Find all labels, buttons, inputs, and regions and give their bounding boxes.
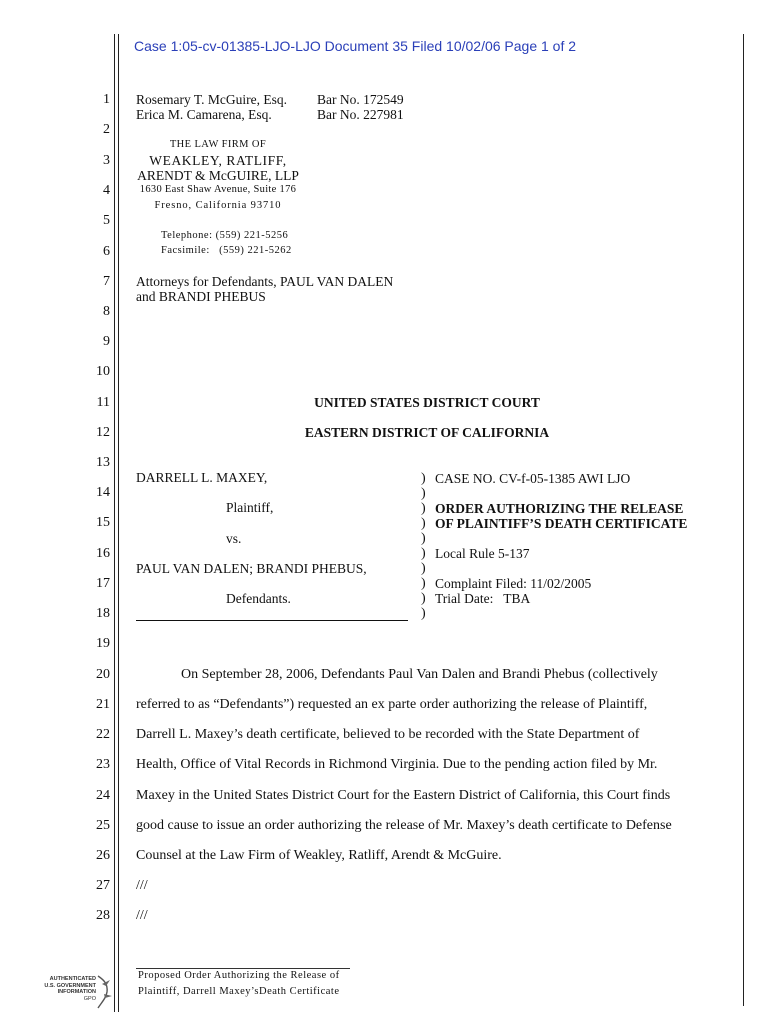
- body-line-2: referred to as “Defendants”) requested an ex parte order authorizing the release of Plaintiff,: [136, 697, 648, 712]
- firm-name-line-2: ARENDT & McGUIRE, LLP: [137, 168, 299, 183]
- order-title-line-1: ORDER AUTHORIZING THE RELEASE: [435, 501, 684, 516]
- line-number: 18: [96, 606, 110, 621]
- line-number: 14: [96, 485, 110, 500]
- body-line-5: Maxey in the United States District Court for the Eastern District of California, this Court finds: [136, 788, 671, 803]
- attorney-bar-1: Bar No. 172549: [317, 92, 404, 107]
- seal-line-1: AUTHENTICATED: [49, 976, 96, 982]
- line-number: 25: [96, 818, 110, 833]
- case-number: CASE NO. CV-f-05-1385 AWI LJO: [435, 471, 631, 486]
- versus: vs.: [226, 531, 242, 546]
- line-number: 23: [96, 757, 110, 772]
- right-margin-rule: [743, 34, 744, 1006]
- paren: ): [421, 486, 426, 501]
- paren: ): [421, 531, 426, 546]
- attorney-bar-2: Bar No. 227981: [317, 107, 404, 122]
- left-margin-rule-outer: [114, 34, 115, 1012]
- body-line-3: Darrell L. Maxey’s death certificate, believed to be recorded with the State Department of: [136, 727, 640, 742]
- line-number: 2: [103, 122, 110, 137]
- line-number: 17: [96, 576, 110, 591]
- attorney-name-2: Erica M. Camarena, Esq.: [136, 107, 272, 122]
- continuation-slashes-1: ///: [136, 878, 148, 893]
- paren: ): [421, 606, 426, 621]
- line-number: 10: [96, 364, 110, 379]
- gpo-authentication-seal: [36, 972, 116, 1012]
- line-number: 24: [96, 788, 110, 803]
- attorneys-for-line-1: Attorneys for Defendants, PAUL VAN DALEN: [136, 274, 394, 289]
- seal-line-3: INFORMATION: [57, 989, 96, 995]
- paren: ): [421, 561, 426, 576]
- plaintiff-name: DARRELL L. MAXEY,: [136, 470, 268, 485]
- paren: ): [421, 591, 426, 606]
- paren: ): [421, 576, 426, 591]
- line-number: 22: [96, 727, 110, 742]
- firm-intro: THE LAW FIRM OF: [169, 139, 267, 150]
- line-number: 28: [96, 908, 110, 923]
- defendant-names: PAUL VAN DALEN; BRANDI PHEBUS,: [136, 561, 367, 576]
- line-number: 12: [96, 425, 110, 440]
- line-number: 3: [103, 153, 110, 168]
- body-line-1: On September 28, 2006, Defendants Paul Van Dalen and Brandi Phebus (collectively: [181, 667, 658, 682]
- line-number: 21: [96, 697, 110, 712]
- defendants-label: Defendants.: [226, 591, 291, 606]
- court-district: EASTERN DISTRICT OF CALIFORNIA: [304, 425, 550, 440]
- attorney-name-1: Rosemary T. McGuire, Esq.: [136, 92, 287, 107]
- line-number: 5: [103, 213, 110, 228]
- line-number: 9: [103, 334, 110, 349]
- firm-facsimile: Facsimile: (559) 221-5262: [161, 245, 292, 256]
- local-rule: Local Rule 5-137: [435, 546, 530, 561]
- line-number: 20: [96, 667, 110, 682]
- line-number: 6: [103, 244, 110, 259]
- caption-underline: [136, 620, 408, 621]
- case-header: Case 1:05-cv-01385-LJO-LJO Document 35 Filed 10/02/06 Page 1 of 2: [134, 38, 577, 54]
- firm-name-line-1: WEAKLEY, RATLIFF,: [149, 153, 287, 168]
- line-number: 7: [103, 274, 110, 289]
- court-name: UNITED STATES DISTRICT COURT: [314, 395, 540, 410]
- continuation-slashes-2: ///: [136, 908, 148, 923]
- footer-line-1: Proposed Order Authorizing the Release of: [138, 970, 340, 981]
- line-number: 27: [96, 878, 110, 893]
- footer-rule: [136, 968, 350, 969]
- plaintiff-label: Plaintiff,: [226, 500, 274, 515]
- line-number: 16: [96, 546, 110, 561]
- attorneys-for-line-2: and BRANDI PHEBUS: [136, 289, 266, 304]
- line-number: 15: [96, 515, 110, 530]
- line-number: 13: [96, 455, 110, 470]
- paren: ): [421, 501, 426, 516]
- body-line-4: Health, Office of Vital Records in Richmond Virginia. Due to the pending action filed by Mr.: [136, 757, 658, 772]
- complaint-filed: Complaint Filed: 11/02/2005: [435, 576, 592, 591]
- footer-line-2: Plaintiff, Darrell Maxey’sDeath Certificate: [138, 986, 340, 997]
- trial-date: Trial Date: TBA: [435, 591, 531, 606]
- paren: ): [421, 516, 426, 531]
- line-number: 19: [96, 636, 110, 651]
- line-number: 4: [103, 183, 110, 198]
- line-number: 11: [96, 395, 110, 410]
- paren: ): [421, 471, 426, 486]
- body-line-7: Counsel at the Law Firm of Weakley, Ratliff, Arendt & McGuire.: [136, 848, 502, 863]
- line-number: 8: [103, 304, 110, 319]
- body-line-6: good cause to issue an order authorizing the release of Mr. Maxey’s death certificate to Defense: [136, 818, 672, 833]
- firm-telephone: Telephone: (559) 221-5256: [161, 230, 289, 241]
- line-number: 26: [96, 848, 110, 863]
- seal-line-4: GPO: [83, 995, 96, 1002]
- seal-text: [44, 976, 96, 1002]
- order-title-line-2: OF PLAINTIFF’S DEATH CERTIFICATE: [435, 516, 688, 531]
- firm-address-1: 1630 East Shaw Avenue, Suite 176: [139, 184, 297, 195]
- paren: ): [421, 546, 426, 561]
- eagle-seal-icon: [94, 974, 116, 1010]
- seal-line-2: U.S. GOVERNMENT: [44, 982, 96, 989]
- line-number: 1: [103, 92, 110, 107]
- firm-address-2: Fresno, California 93710: [154, 200, 282, 211]
